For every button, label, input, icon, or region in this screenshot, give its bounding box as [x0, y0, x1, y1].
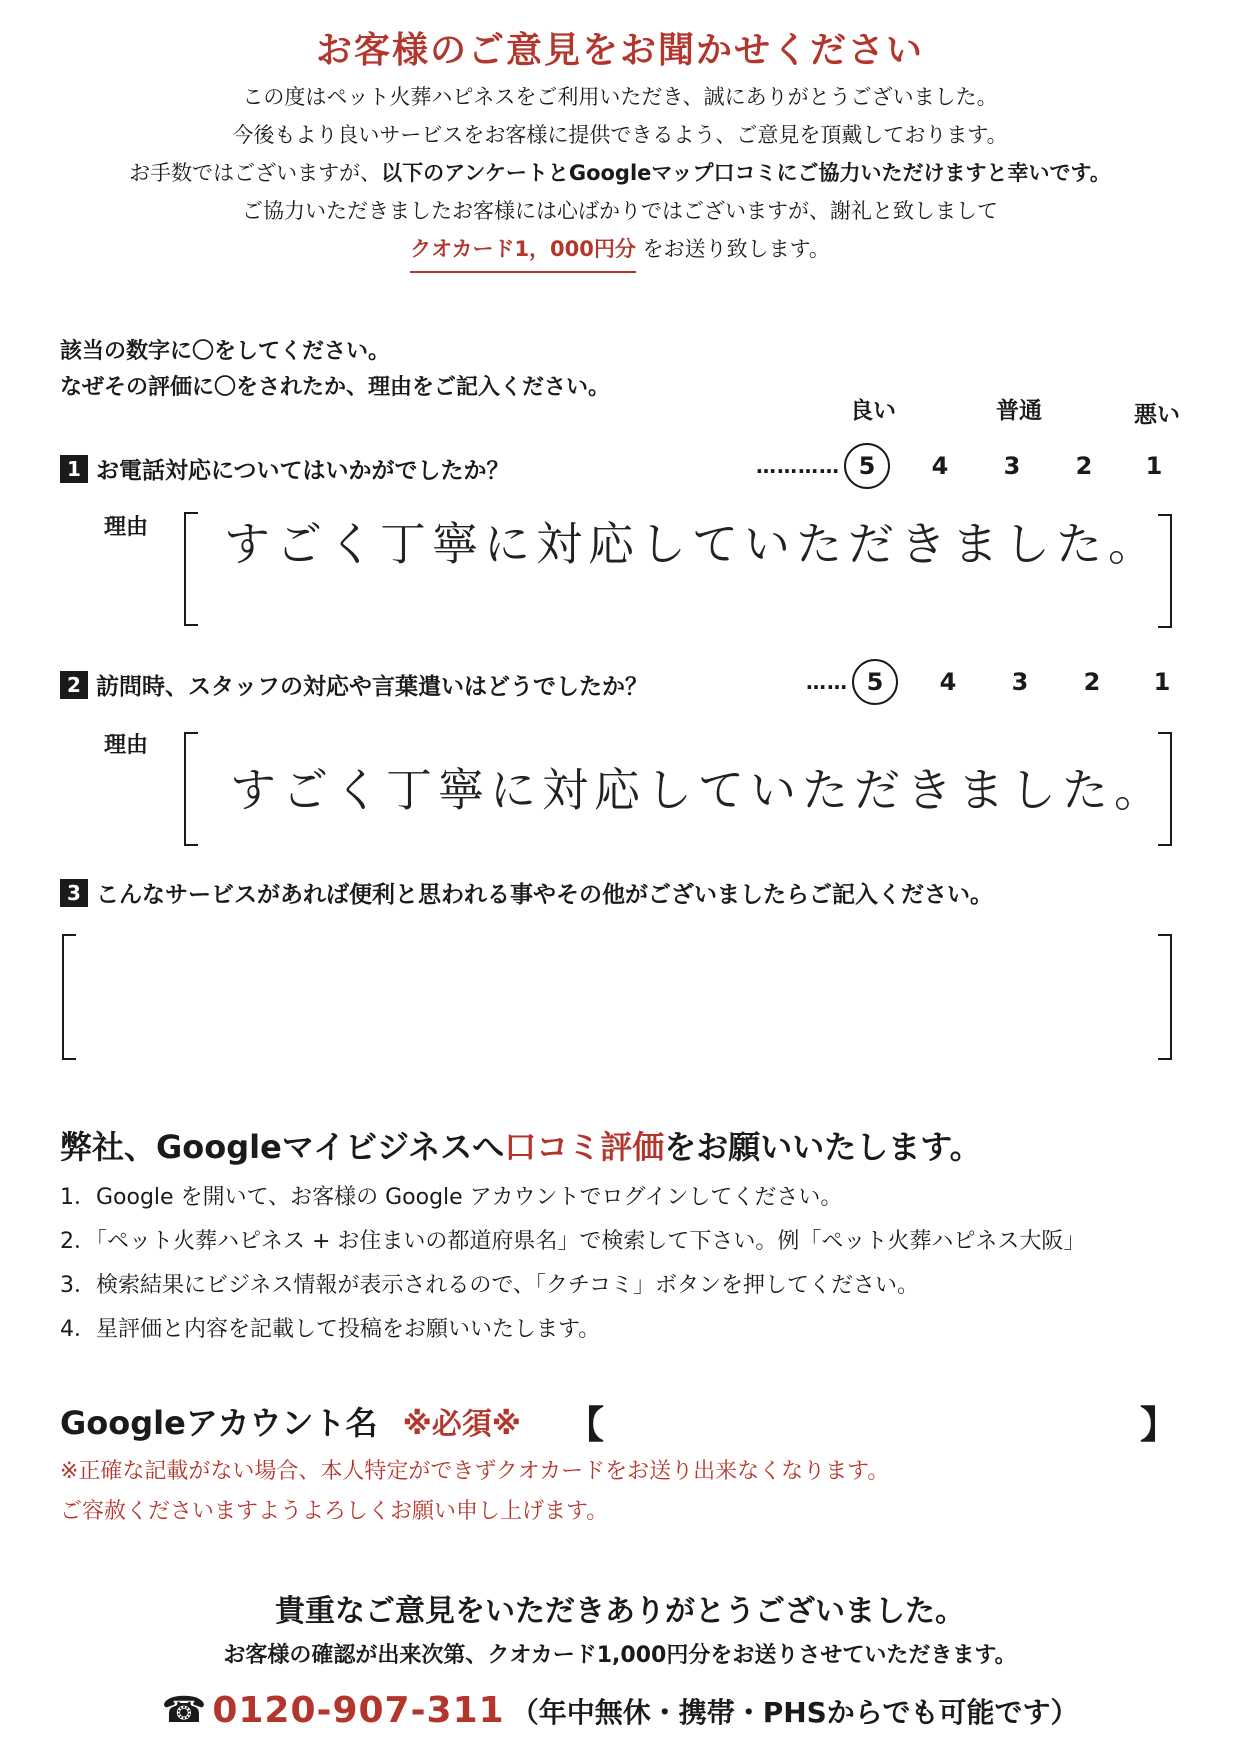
intro-line-5: [0, 230, 1240, 273]
account-bracket-close: 】: [1140, 1403, 1179, 1447]
question-2-number: 2: [60, 671, 88, 699]
google-step-3: 3．検索結果にビジネス情報が表示されるので、「クチコミ」ボタンを押してください。: [60, 1273, 920, 1298]
phone-row: [0, 1690, 1240, 1731]
google-account-label: [60, 1398, 521, 1444]
question-2-reason-label: 理由: [104, 733, 149, 758]
instruction-line-1: 該当の数字に〇をしてください。: [60, 339, 391, 364]
rating-2-option-2[interactable]: 2: [1083, 668, 1101, 696]
rating-1-option-4[interactable]: 4: [931, 452, 949, 480]
thanks-message: 貴重なご意見をいただきありがとうございました。: [275, 1594, 965, 1629]
instruction-line-2: なぜその評価に〇をされたか、理由をご記入ください。: [60, 375, 611, 400]
rating-1-option-2[interactable]: 2: [1075, 452, 1093, 480]
google-step-1: 1．Google を開いて、お客様の Google アカウントでログインしてください。: [60, 1185, 843, 1210]
question-3-bracket-left: [62, 934, 76, 1060]
google-review-heading: [60, 1122, 982, 1168]
reward-suffix: をお送り致します。: [635, 237, 830, 261]
rating-2-option-4[interactable]: 4: [939, 668, 957, 696]
phone-icon: ☎: [161, 1690, 207, 1731]
scale-normal-label: 普通: [996, 398, 1042, 424]
question-1-text: お電話対応についてはいかがでしたか？: [96, 458, 510, 484]
question-3-bracket-right: [1158, 934, 1172, 1060]
question-2: [60, 668, 648, 701]
google-steps: [60, 1176, 1085, 1352]
rating-2-option-1[interactable]: 1: [1153, 668, 1171, 696]
intro-line-4: ご協力いただきましたお客様には心ばかりではございますが、謝礼と致しまして: [242, 199, 998, 223]
intro-line-3-a: お手数ではございますが、: [129, 161, 382, 185]
phone-number[interactable]: 0120-907-311: [212, 1690, 505, 1731]
question-3-number: 3: [60, 879, 88, 907]
question-3: [60, 876, 993, 909]
google-heading-a: 弊社、Googleマイビジネスへ: [60, 1128, 505, 1166]
instructions: [60, 334, 610, 406]
account-bracket-open: 【: [566, 1403, 605, 1447]
google-step-4: 4．星評価と内容を記載して投稿をお願いいたします。: [60, 1317, 601, 1342]
thanks-sub: お客様の確認が出来次第、クオカード1,000円分をお送りさせていただきます。: [223, 1643, 1017, 1668]
reward-amount: クオカード1，000円分: [410, 230, 636, 273]
question-1-rating: [756, 443, 1176, 489]
intro-line-2: 今後もより良いサービスをお客様に提供できるよう、ご意見を頂戴しております。: [232, 123, 1008, 147]
page-title: お客様のご意見をお聞かせください: [315, 30, 924, 71]
google-heading-c: をお願いいたします。: [664, 1128, 982, 1166]
google-heading-b: 口コミ評価: [504, 1128, 665, 1166]
google-account-field[interactable]: [620, 1400, 1120, 1444]
account-note-line-1: ※正確な記載がない場合、本人特定ができずクオカードをお送り出来なくなります。: [60, 1459, 890, 1484]
question-1-answer[interactable]: すごく丁寧に対応していただきました。: [224, 517, 1160, 571]
question-1-bracket-left: [184, 512, 198, 626]
phone-note: （年中無休・携帯・PHSからでも可能です）: [510, 1695, 1079, 1729]
scale-bad-label: 悪い: [1134, 402, 1180, 428]
intro-line-3: [0, 154, 1240, 192]
intro-line-1: この度はペット火葬ハピネスをご利用いただき、誠にありがとうございました。: [242, 85, 998, 109]
account-note-line-2: ご容赦くださいますようよろしくお願い申し上げます。: [60, 1499, 609, 1524]
question-2-dots: ……: [806, 670, 848, 694]
account-note: [60, 1452, 889, 1532]
rating-1-option-1[interactable]: 1: [1145, 452, 1163, 480]
question-1: [60, 452, 510, 485]
rating-2-option-3[interactable]: 3: [1011, 668, 1029, 696]
question-1-bracket-right: [1158, 514, 1172, 628]
question-1-number: 1: [60, 455, 88, 483]
question-3-text: こんなサービスがあれば便利と思われる事やその他がございましたらご記入ください。: [96, 882, 993, 908]
question-2-answer[interactable]: すごく丁寧に対応していただきました。: [230, 763, 1166, 817]
google-step-2: 2．「ペット火葬ハピネス + お住まいの都道府県名」で検索して下さい。例「ペット火葬ハピネス大阪」: [60, 1229, 1086, 1254]
required-mark: ※必須※: [402, 1407, 521, 1442]
question-2-bracket-left: [184, 732, 198, 846]
question-3-answer[interactable]: [100, 960, 1140, 1040]
rating-2-option-5-selected[interactable]: 5: [852, 659, 898, 705]
google-account-label-text: Googleアカウント名: [60, 1404, 378, 1442]
question-2-text: 訪問時、スタッフの対応や言葉遣いはどうでしたか？: [96, 674, 648, 700]
question-2-rating: [806, 659, 1184, 705]
rating-1-option-5-selected[interactable]: 5: [844, 443, 890, 489]
rating-1-option-3[interactable]: 3: [1003, 452, 1021, 480]
question-1-dots: …………: [756, 454, 840, 478]
intro-line-3-b: 以下のアンケートとGoogleマップ口コミにご協力いただけますと幸いです。: [381, 161, 1111, 185]
scale-good-label: 良い: [850, 398, 896, 424]
intro-block: [0, 78, 1240, 273]
question-1-reason-label: 理由: [104, 515, 149, 540]
